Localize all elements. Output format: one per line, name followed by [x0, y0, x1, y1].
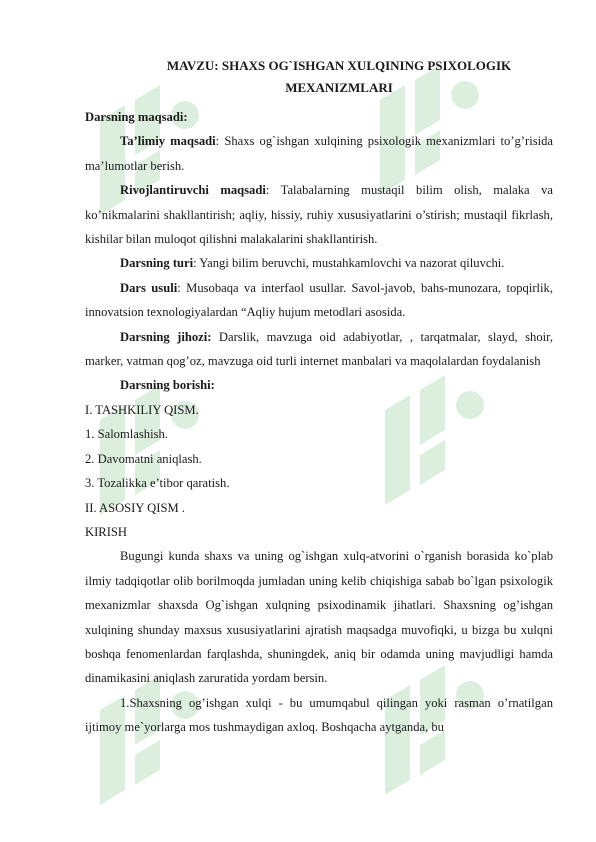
lesson-method-text: : Musobaqa va interfaol usullar. Savol-javob, bahs-munozara, topqirlik, innovatsion texnologiyalardan “Aqliy hujum metodlari asosida. — [85, 280, 553, 320]
lesson-method-paragraph — [85, 276, 553, 325]
developmental-goal-label: Rivojlantiruvchi maqsadi — [120, 183, 266, 198]
lesson-equipment-paragraph — [85, 325, 553, 374]
developmental-goal-text: : Talabalarning mustaqil bilim olish, malaka va ko’nikmalarini shakllantirish; aqliy, hissiy, ruhiy xususiyatlarini o’stirish; mustaqil fikrlash, kishilar bilan muloqot qilishni malakalarini shakllantirish. — [85, 183, 554, 247]
outline-item: KIRISH — [85, 524, 127, 539]
outline-item: 1. Salomlashish. — [85, 427, 168, 442]
lesson-progress-heading: Darsning borishi: — [120, 378, 215, 393]
lesson-type-paragraph — [85, 251, 553, 275]
document-title — [85, 55, 553, 99]
title-line-1: MAVZU: SHAXS OG`ISHGAN XULQINING PSIXOLOGIK — [166, 58, 512, 73]
goals-heading: Darsning maqsadi: — [85, 110, 188, 124]
educational-goal-label: Ta’limiy maqsadi — [120, 134, 216, 149]
intro-paragraph: Bugungi kunda shaxs va uning og`ishgan xulq-atvorini o`rganish borasida ko`plab ilmiy tadqiqotlar olib borilmoqda jumladan uning kelib chiqishiga sabab bo`lgan psixologik mexanizmlar shaxsda Og`ishgan xulqning psixodinamik jihatlari. Shaxsning og’ishgan xulqining shunday maxsus xususiyatlarini ajratish maqsadga muvofiqki, u bizga bu xulqni boshqa fenomenlardan farqlashda, shuningdek, aniq bir odamda uning mavjudligi hamda dinamikasini aniqlash zaruratida yordam bersin. — [85, 549, 553, 686]
document-body — [85, 55, 553, 740]
educational-goal-paragraph — [85, 129, 553, 178]
outline-item: 3. Tozalikka e’tibor qaratish. — [85, 476, 230, 491]
numbered-paragraph: 1.Shaxsning og’ishgan xulqi - bu umumqabul qilingan yoki rasman o’rnatilgan ijtimoy me`yorlarga mos tushmaydigan axloq. Boshqacha aytganda, bu — [85, 695, 553, 735]
lesson-type-text: : Yangi bilim beruvchi, mustahkamlovchi va nazorat qiluvchi. — [193, 256, 505, 271]
lesson-equipment-text: Darslik, mavzuga oid adabiyotlar, , tarqatmalar, slayd, shoir, marker, vatman qog’oz, mavzuga oid turli internet manbalari va maqolalardan foydalanish — [85, 329, 553, 369]
educational-goal-text: : Shaxs og`ishgan xulqining psixologik mexanizmlari to’g’risida ma’lumotlar berish. — [85, 134, 553, 173]
title-line-2: MEXANIZMLARI — [285, 80, 393, 95]
outline-item: 2. Davomatni aniqlash. — [85, 451, 202, 466]
outline-item: II. ASOSIY QISM . — [85, 500, 185, 515]
lesson-type-label: Darsning turi — [120, 256, 194, 271]
lesson-equipment-label: Darsning jihozi: — [120, 329, 212, 344]
lesson-method-label: Dars usuli — [120, 280, 178, 295]
outline-item: I. TASHKILIY QISM. — [85, 402, 199, 417]
developmental-goal-paragraph — [85, 178, 553, 251]
